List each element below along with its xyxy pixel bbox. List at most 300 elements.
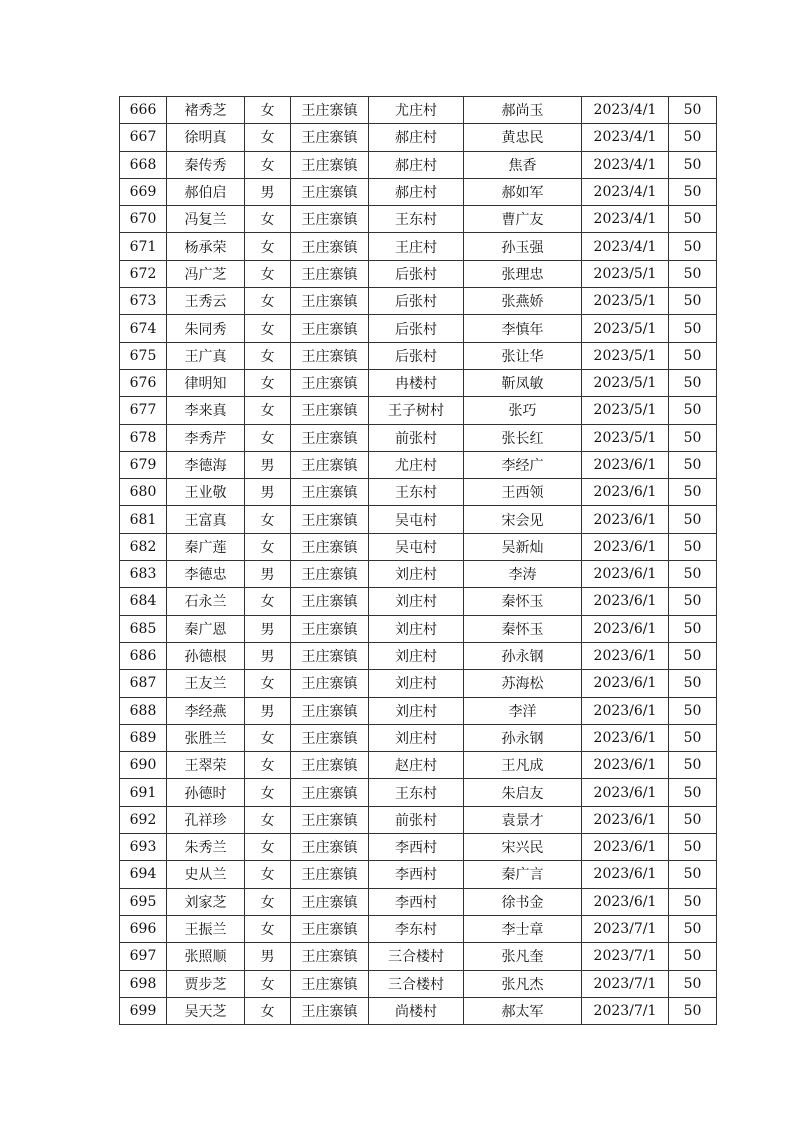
cell-town: 王庄寨镇 xyxy=(291,206,369,233)
cell-related-person: 焦香 xyxy=(464,151,582,178)
cell-date: 2023/6/1 xyxy=(582,642,669,669)
cell-name: 王秀云 xyxy=(167,288,245,315)
cell-name: 孙德时 xyxy=(167,779,245,806)
cell-town: 王庄寨镇 xyxy=(291,260,369,287)
cell-village: 三合楼村 xyxy=(369,970,464,997)
cell-name: 张照顺 xyxy=(167,943,245,970)
cell-date: 2023/6/1 xyxy=(582,479,669,506)
cell-town: 王庄寨镇 xyxy=(291,588,369,615)
cell-name: 李来真 xyxy=(167,397,245,424)
cell-amount: 50 xyxy=(669,424,717,451)
cell-date: 2023/7/1 xyxy=(582,915,669,942)
cell-name: 冯广芝 xyxy=(167,260,245,287)
table-row xyxy=(120,424,717,451)
cell-town: 王庄寨镇 xyxy=(291,834,369,861)
table-row xyxy=(120,943,717,970)
table-row xyxy=(120,506,717,533)
cell-name: 朱同秀 xyxy=(167,315,245,342)
cell-id: 695 xyxy=(120,888,167,915)
table-row xyxy=(120,206,717,233)
table-row xyxy=(120,670,717,697)
cell-sex: 女 xyxy=(245,97,291,124)
cell-name: 王翠荣 xyxy=(167,752,245,779)
table-row xyxy=(120,124,717,151)
cell-amount: 50 xyxy=(669,970,717,997)
cell-village: 郝庄村 xyxy=(369,178,464,205)
cell-date: 2023/6/1 xyxy=(582,806,669,833)
cell-id: 668 xyxy=(120,151,167,178)
cell-village: 尤庄村 xyxy=(369,97,464,124)
cell-amount: 50 xyxy=(669,369,717,396)
cell-related-person: 张巧 xyxy=(464,397,582,424)
cell-related-person: 张长红 xyxy=(464,424,582,451)
table-row xyxy=(120,288,717,315)
cell-date: 2023/5/1 xyxy=(582,397,669,424)
cell-related-person: 秦怀玉 xyxy=(464,588,582,615)
cell-id: 692 xyxy=(120,806,167,833)
cell-related-person: 秦怀玉 xyxy=(464,615,582,642)
cell-town: 王庄寨镇 xyxy=(291,615,369,642)
cell-related-person: 孙永钢 xyxy=(464,724,582,751)
cell-village: 后张村 xyxy=(369,315,464,342)
cell-id: 670 xyxy=(120,206,167,233)
cell-date: 2023/5/1 xyxy=(582,288,669,315)
cell-date: 2023/5/1 xyxy=(582,260,669,287)
cell-related-person: 郝如军 xyxy=(464,178,582,205)
cell-amount: 50 xyxy=(669,315,717,342)
cell-amount: 50 xyxy=(669,451,717,478)
cell-sex: 女 xyxy=(245,915,291,942)
cell-name: 张胜兰 xyxy=(167,724,245,751)
cell-date: 2023/6/1 xyxy=(582,724,669,751)
cell-related-person: 靳凤敏 xyxy=(464,369,582,396)
cell-village: 尤庄村 xyxy=(369,451,464,478)
cell-town: 王庄寨镇 xyxy=(291,724,369,751)
cell-village: 刘庄村 xyxy=(369,670,464,697)
cell-sex: 女 xyxy=(245,752,291,779)
table-row xyxy=(120,752,717,779)
cell-village: 王东村 xyxy=(369,206,464,233)
cell-related-person: 袁景才 xyxy=(464,806,582,833)
cell-village: 后张村 xyxy=(369,288,464,315)
cell-village: 前张村 xyxy=(369,424,464,451)
cell-related-person: 郝尚玉 xyxy=(464,97,582,124)
cell-id: 682 xyxy=(120,533,167,560)
records-table-body xyxy=(120,97,717,1025)
cell-name: 秦广恩 xyxy=(167,615,245,642)
cell-name: 秦广莲 xyxy=(167,533,245,560)
cell-sex: 女 xyxy=(245,997,291,1024)
cell-date: 2023/6/1 xyxy=(582,451,669,478)
cell-amount: 50 xyxy=(669,151,717,178)
cell-amount: 50 xyxy=(669,124,717,151)
cell-town: 王庄寨镇 xyxy=(291,369,369,396)
cell-village: 三合楼村 xyxy=(369,943,464,970)
cell-town: 王庄寨镇 xyxy=(291,997,369,1024)
cell-related-person: 苏海松 xyxy=(464,670,582,697)
cell-related-person: 郝太军 xyxy=(464,997,582,1024)
cell-id: 669 xyxy=(120,178,167,205)
table-row xyxy=(120,369,717,396)
cell-village: 前张村 xyxy=(369,806,464,833)
cell-town: 王庄寨镇 xyxy=(291,642,369,669)
cell-related-person: 宋兴民 xyxy=(464,834,582,861)
cell-related-person: 曹广友 xyxy=(464,206,582,233)
cell-id: 691 xyxy=(120,779,167,806)
cell-sex: 女 xyxy=(245,724,291,751)
cell-sex: 女 xyxy=(245,315,291,342)
cell-town: 王庄寨镇 xyxy=(291,97,369,124)
cell-town: 王庄寨镇 xyxy=(291,342,369,369)
cell-sex: 男 xyxy=(245,561,291,588)
cell-name: 王振兰 xyxy=(167,915,245,942)
table-row xyxy=(120,888,717,915)
table-row xyxy=(120,834,717,861)
cell-name: 王富真 xyxy=(167,506,245,533)
cell-date: 2023/6/1 xyxy=(582,561,669,588)
cell-related-person: 李慎年 xyxy=(464,315,582,342)
cell-date: 2023/6/1 xyxy=(582,834,669,861)
table-row xyxy=(120,588,717,615)
table-row xyxy=(120,915,717,942)
cell-related-person: 吴新灿 xyxy=(464,533,582,560)
cell-id: 699 xyxy=(120,997,167,1024)
cell-id: 673 xyxy=(120,288,167,315)
cell-related-person: 李涛 xyxy=(464,561,582,588)
cell-village: 赵庄村 xyxy=(369,752,464,779)
cell-amount: 50 xyxy=(669,806,717,833)
cell-village: 刘庄村 xyxy=(369,561,464,588)
cell-sex: 女 xyxy=(245,806,291,833)
cell-amount: 50 xyxy=(669,260,717,287)
cell-sex: 女 xyxy=(245,369,291,396)
cell-date: 2023/6/1 xyxy=(582,615,669,642)
table-row xyxy=(120,970,717,997)
cell-sex: 女 xyxy=(245,233,291,260)
cell-amount: 50 xyxy=(669,861,717,888)
cell-village: 后张村 xyxy=(369,260,464,287)
cell-village: 刘庄村 xyxy=(369,588,464,615)
cell-id: 681 xyxy=(120,506,167,533)
cell-related-person: 黄忠民 xyxy=(464,124,582,151)
cell-date: 2023/5/1 xyxy=(582,315,669,342)
cell-village: 刘庄村 xyxy=(369,615,464,642)
cell-name: 朱秀兰 xyxy=(167,834,245,861)
cell-date: 2023/4/1 xyxy=(582,124,669,151)
cell-town: 王庄寨镇 xyxy=(291,861,369,888)
cell-related-person: 张燕娇 xyxy=(464,288,582,315)
cell-town: 王庄寨镇 xyxy=(291,451,369,478)
cell-name: 冯复兰 xyxy=(167,206,245,233)
cell-related-person: 李洋 xyxy=(464,697,582,724)
cell-sex: 男 xyxy=(245,943,291,970)
cell-date: 2023/5/1 xyxy=(582,369,669,396)
cell-date: 2023/6/1 xyxy=(582,861,669,888)
cell-date: 2023/6/1 xyxy=(582,779,669,806)
cell-date: 2023/6/1 xyxy=(582,752,669,779)
cell-name: 王广真 xyxy=(167,342,245,369)
cell-related-person: 李经广 xyxy=(464,451,582,478)
table-row xyxy=(120,178,717,205)
cell-id: 698 xyxy=(120,970,167,997)
cell-town: 王庄寨镇 xyxy=(291,806,369,833)
cell-village: 王庄村 xyxy=(369,233,464,260)
cell-related-person: 王凡成 xyxy=(464,752,582,779)
cell-town: 王庄寨镇 xyxy=(291,479,369,506)
cell-related-person: 王西领 xyxy=(464,479,582,506)
table-row xyxy=(120,561,717,588)
cell-sex: 男 xyxy=(245,479,291,506)
table-row xyxy=(120,779,717,806)
cell-id: 675 xyxy=(120,342,167,369)
cell-town: 王庄寨镇 xyxy=(291,697,369,724)
cell-id: 677 xyxy=(120,397,167,424)
cell-amount: 50 xyxy=(669,561,717,588)
cell-village: 尚楼村 xyxy=(369,997,464,1024)
cell-id: 671 xyxy=(120,233,167,260)
table-row xyxy=(120,615,717,642)
cell-amount: 50 xyxy=(669,888,717,915)
cell-date: 2023/4/1 xyxy=(582,151,669,178)
cell-date: 2023/6/1 xyxy=(582,697,669,724)
cell-date: 2023/6/1 xyxy=(582,588,669,615)
table-row xyxy=(120,724,717,751)
cell-town: 王庄寨镇 xyxy=(291,915,369,942)
cell-amount: 50 xyxy=(669,588,717,615)
cell-amount: 50 xyxy=(669,479,717,506)
table-row xyxy=(120,342,717,369)
cell-name: 石永兰 xyxy=(167,588,245,615)
cell-sex: 女 xyxy=(245,834,291,861)
cell-id: 696 xyxy=(120,915,167,942)
cell-village: 刘庄村 xyxy=(369,724,464,751)
cell-id: 679 xyxy=(120,451,167,478)
cell-date: 2023/6/1 xyxy=(582,533,669,560)
cell-name: 刘家芝 xyxy=(167,888,245,915)
table-row xyxy=(120,479,717,506)
cell-related-person: 徐书金 xyxy=(464,888,582,915)
cell-name: 杨承荣 xyxy=(167,233,245,260)
cell-amount: 50 xyxy=(669,779,717,806)
cell-id: 666 xyxy=(120,97,167,124)
cell-amount: 50 xyxy=(669,642,717,669)
cell-name: 王友兰 xyxy=(167,670,245,697)
cell-sex: 女 xyxy=(245,861,291,888)
cell-sex: 女 xyxy=(245,506,291,533)
cell-id: 684 xyxy=(120,588,167,615)
cell-amount: 50 xyxy=(669,533,717,560)
cell-date: 2023/7/1 xyxy=(582,943,669,970)
cell-village: 王东村 xyxy=(369,779,464,806)
cell-amount: 50 xyxy=(669,615,717,642)
cell-id: 693 xyxy=(120,834,167,861)
cell-date: 2023/4/1 xyxy=(582,97,669,124)
cell-id: 672 xyxy=(120,260,167,287)
cell-village: 吴屯村 xyxy=(369,533,464,560)
cell-town: 王庄寨镇 xyxy=(291,888,369,915)
table-row xyxy=(120,533,717,560)
cell-amount: 50 xyxy=(669,724,717,751)
records-table xyxy=(119,96,717,1025)
cell-name: 贾步芝 xyxy=(167,970,245,997)
cell-date: 2023/4/1 xyxy=(582,233,669,260)
cell-village: 李东村 xyxy=(369,915,464,942)
cell-date: 2023/7/1 xyxy=(582,997,669,1024)
cell-amount: 50 xyxy=(669,178,717,205)
cell-date: 2023/7/1 xyxy=(582,970,669,997)
cell-related-person: 朱启友 xyxy=(464,779,582,806)
cell-amount: 50 xyxy=(669,206,717,233)
cell-town: 王庄寨镇 xyxy=(291,233,369,260)
cell-sex: 男 xyxy=(245,178,291,205)
cell-date: 2023/5/1 xyxy=(582,424,669,451)
table-row xyxy=(120,806,717,833)
cell-id: 697 xyxy=(120,943,167,970)
cell-id: 678 xyxy=(120,424,167,451)
cell-id: 694 xyxy=(120,861,167,888)
cell-village: 刘庄村 xyxy=(369,697,464,724)
cell-village: 郝庄村 xyxy=(369,151,464,178)
cell-related-person: 李士章 xyxy=(464,915,582,942)
cell-id: 690 xyxy=(120,752,167,779)
cell-related-person: 张凡杰 xyxy=(464,970,582,997)
cell-name: 孙德根 xyxy=(167,642,245,669)
cell-id: 688 xyxy=(120,697,167,724)
cell-amount: 50 xyxy=(669,915,717,942)
cell-name: 褚秀芝 xyxy=(167,97,245,124)
cell-town: 王庄寨镇 xyxy=(291,561,369,588)
cell-id: 667 xyxy=(120,124,167,151)
cell-name: 秦传秀 xyxy=(167,151,245,178)
cell-village: 王东村 xyxy=(369,479,464,506)
cell-village: 李西村 xyxy=(369,861,464,888)
cell-sex: 男 xyxy=(245,615,291,642)
cell-sex: 女 xyxy=(245,588,291,615)
cell-town: 王庄寨镇 xyxy=(291,533,369,560)
table-row xyxy=(120,151,717,178)
cell-town: 王庄寨镇 xyxy=(291,506,369,533)
cell-date: 2023/4/1 xyxy=(582,206,669,233)
cell-name: 李德海 xyxy=(167,451,245,478)
cell-name: 孔祥珍 xyxy=(167,806,245,833)
cell-related-person: 张让华 xyxy=(464,342,582,369)
cell-name: 徐明真 xyxy=(167,124,245,151)
cell-id: 685 xyxy=(120,615,167,642)
cell-town: 王庄寨镇 xyxy=(291,151,369,178)
cell-id: 687 xyxy=(120,670,167,697)
cell-sex: 女 xyxy=(245,888,291,915)
table-row xyxy=(120,642,717,669)
cell-related-person: 宋会见 xyxy=(464,506,582,533)
cell-sex: 女 xyxy=(245,260,291,287)
cell-amount: 50 xyxy=(669,506,717,533)
table-row xyxy=(120,697,717,724)
cell-town: 王庄寨镇 xyxy=(291,779,369,806)
table-row xyxy=(120,260,717,287)
cell-town: 王庄寨镇 xyxy=(291,670,369,697)
cell-town: 王庄寨镇 xyxy=(291,752,369,779)
cell-amount: 50 xyxy=(669,670,717,697)
cell-date: 2023/6/1 xyxy=(582,888,669,915)
cell-town: 王庄寨镇 xyxy=(291,178,369,205)
cell-date: 2023/5/1 xyxy=(582,342,669,369)
cell-sex: 女 xyxy=(245,779,291,806)
cell-name: 郝伯启 xyxy=(167,178,245,205)
cell-name: 律明知 xyxy=(167,369,245,396)
cell-village: 后张村 xyxy=(369,342,464,369)
cell-amount: 50 xyxy=(669,97,717,124)
cell-sex: 女 xyxy=(245,533,291,560)
cell-sex: 女 xyxy=(245,970,291,997)
cell-id: 683 xyxy=(120,561,167,588)
table-row xyxy=(120,997,717,1024)
cell-sex: 女 xyxy=(245,124,291,151)
table-row xyxy=(120,315,717,342)
cell-sex: 女 xyxy=(245,206,291,233)
cell-village: 李西村 xyxy=(369,834,464,861)
cell-related-person: 秦广言 xyxy=(464,861,582,888)
cell-amount: 50 xyxy=(669,342,717,369)
cell-sex: 男 xyxy=(245,642,291,669)
cell-sex: 女 xyxy=(245,151,291,178)
cell-town: 王庄寨镇 xyxy=(291,970,369,997)
cell-amount: 50 xyxy=(669,233,717,260)
cell-village: 王子树村 xyxy=(369,397,464,424)
cell-amount: 50 xyxy=(669,397,717,424)
cell-name: 李德忠 xyxy=(167,561,245,588)
cell-name: 李秀芹 xyxy=(167,424,245,451)
cell-id: 686 xyxy=(120,642,167,669)
cell-amount: 50 xyxy=(669,288,717,315)
cell-village: 吴屯村 xyxy=(369,506,464,533)
cell-sex: 女 xyxy=(245,288,291,315)
cell-date: 2023/6/1 xyxy=(582,670,669,697)
cell-related-person: 张凡奎 xyxy=(464,943,582,970)
cell-name: 史从兰 xyxy=(167,861,245,888)
cell-id: 680 xyxy=(120,479,167,506)
cell-id: 674 xyxy=(120,315,167,342)
cell-name: 吴天芝 xyxy=(167,997,245,1024)
table-row xyxy=(120,397,717,424)
cell-amount: 50 xyxy=(669,997,717,1024)
cell-amount: 50 xyxy=(669,943,717,970)
cell-village: 冉楼村 xyxy=(369,369,464,396)
cell-name: 王业敬 xyxy=(167,479,245,506)
cell-village: 郝庄村 xyxy=(369,124,464,151)
cell-sex: 女 xyxy=(245,424,291,451)
cell-amount: 50 xyxy=(669,834,717,861)
cell-amount: 50 xyxy=(669,697,717,724)
table-row xyxy=(120,97,717,124)
cell-amount: 50 xyxy=(669,752,717,779)
cell-sex: 男 xyxy=(245,697,291,724)
cell-sex: 男 xyxy=(245,451,291,478)
cell-id: 676 xyxy=(120,369,167,396)
cell-related-person: 孙玉强 xyxy=(464,233,582,260)
cell-town: 王庄寨镇 xyxy=(291,424,369,451)
cell-related-person: 孙永钢 xyxy=(464,642,582,669)
table-row xyxy=(120,451,717,478)
cell-town: 王庄寨镇 xyxy=(291,124,369,151)
table-row xyxy=(120,861,717,888)
cell-date: 2023/6/1 xyxy=(582,506,669,533)
cell-sex: 女 xyxy=(245,670,291,697)
cell-date: 2023/4/1 xyxy=(582,178,669,205)
cell-town: 王庄寨镇 xyxy=(291,288,369,315)
cell-sex: 女 xyxy=(245,342,291,369)
cell-id: 689 xyxy=(120,724,167,751)
cell-town: 王庄寨镇 xyxy=(291,315,369,342)
